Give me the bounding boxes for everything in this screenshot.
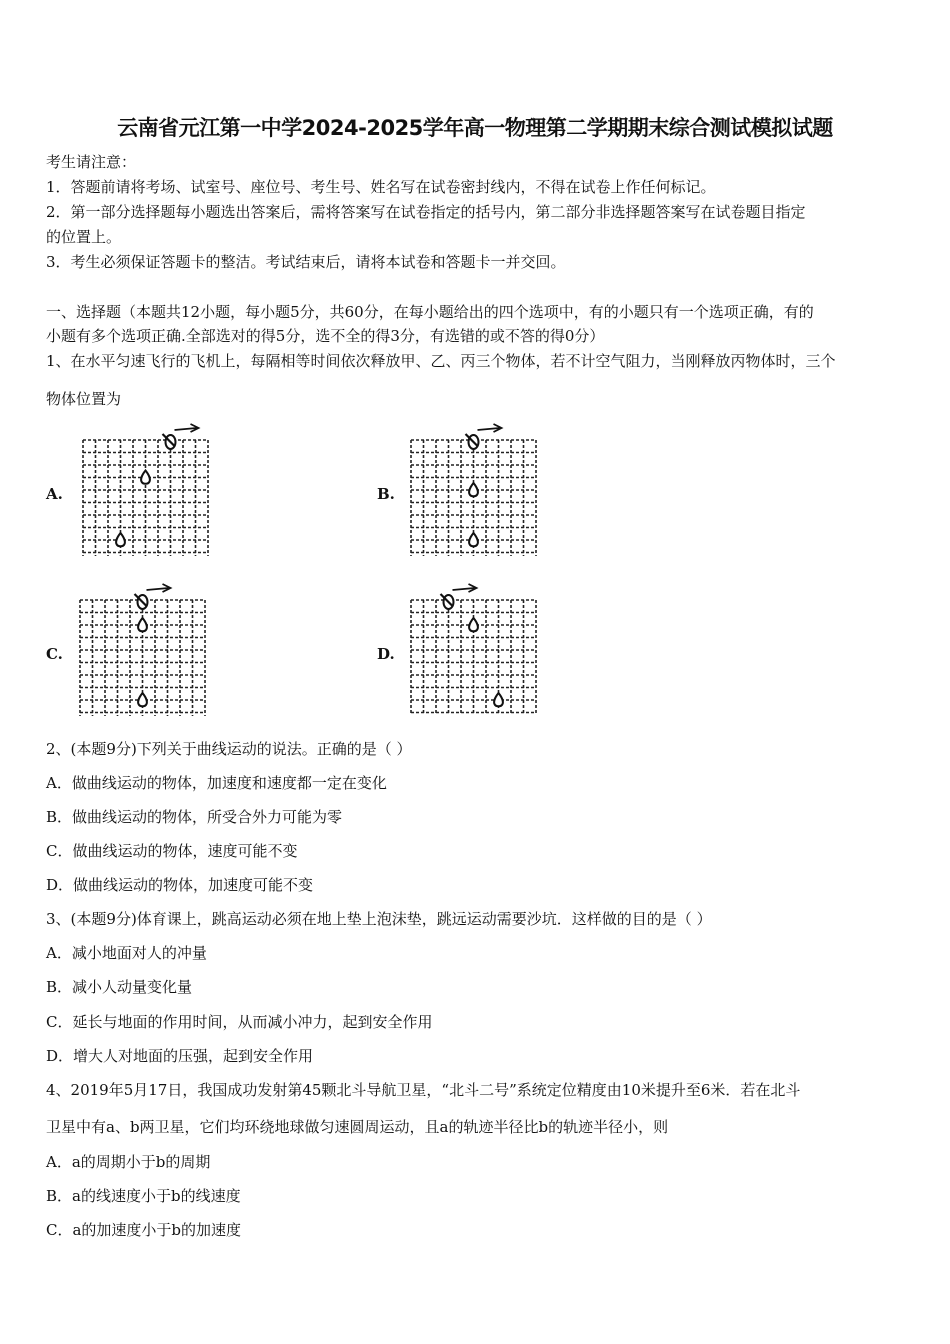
velocity-arrow-icon bbox=[147, 584, 171, 592]
notice-item: 2．第一部分选择题每小题选出答案后，需将答案写在试卷指定的括号内，第二部分非选择题答案写在试卷题目指定 bbox=[46, 203, 806, 221]
question-1-stem: 1、在水平匀速飞行的飞机上，每隔相等时间依次释放甲、乙、丙三个物体，若不计空气阻力，当刚释放丙物体时，三个 bbox=[46, 352, 836, 370]
question-3-option: A．减小地面对人的冲量 bbox=[46, 944, 207, 962]
question-2-stem: 2、(本题9分)下列关于曲线运动的说法。正确的是（ ） bbox=[46, 740, 412, 758]
question-2-option: A．做曲线运动的物体，加速度和速度都一定在变化 bbox=[46, 774, 387, 792]
q1-figure-b bbox=[408, 422, 545, 556]
question-3-option: B．减小人动量变化量 bbox=[46, 978, 193, 996]
airplane-icon bbox=[163, 434, 176, 449]
q1-figure-d bbox=[408, 580, 545, 714]
airplane-icon bbox=[135, 594, 148, 609]
dashed-grid bbox=[83, 440, 208, 556]
question-3-stem: 3、(本题9分)体育课上，跳高运动必须在地上垫上泡沫垫，跳远运动需要沙坑．这样做的目的是（ ） bbox=[46, 910, 712, 928]
question-1-stem-cont: 物体位置为 bbox=[46, 390, 122, 408]
q1-figure-c bbox=[77, 582, 214, 716]
falling-object-icon bbox=[116, 533, 125, 546]
q1-option-b-label: B. bbox=[377, 485, 395, 503]
question-3-option: C．延长与地面的作用时间，从而减小冲力，起到安全作用 bbox=[46, 1013, 433, 1031]
falling-object-icon bbox=[138, 693, 147, 706]
q1-option-c-label: C. bbox=[46, 645, 63, 663]
velocity-arrow-icon bbox=[453, 584, 477, 592]
q1-option-a-label: A. bbox=[46, 485, 63, 503]
velocity-arrow-icon bbox=[175, 424, 199, 432]
page-title: 云南省元江第一中学2024-2025学年高一物理第二学期期末综合测试模拟试题 bbox=[117, 116, 833, 140]
question-2-option: D．做曲线运动的物体，加速度可能不变 bbox=[46, 876, 314, 894]
falling-object-icon bbox=[141, 471, 150, 484]
q1-option-d-label: D. bbox=[377, 645, 395, 663]
question-4-stem: 4、2019年5月17日，我国成功发射第45颗北斗导航卫星，“北斗二号”系统定位精度由10米提升至6米．若在北斗 bbox=[46, 1081, 801, 1099]
falling-object-icon bbox=[469, 483, 478, 496]
falling-object-icon bbox=[469, 618, 478, 631]
notice-item: 3．考生必须保证答题卡的整洁。考试结束后，请将本试卷和答题卡一并交回。 bbox=[46, 253, 566, 271]
falling-object-icon bbox=[469, 533, 478, 546]
airplane-icon bbox=[466, 434, 479, 449]
notice-heading: 考生请注意： bbox=[46, 153, 137, 171]
notice-item: 的位置上。 bbox=[46, 228, 122, 246]
question-2-option: B．做曲线运动的物体，所受合外力可能为零 bbox=[46, 808, 343, 826]
section-heading: 一、选择题（本题共12小题，每小题5分，共60分，在每小题给出的四个选项中，有的小题只有一个选项正确，有的 bbox=[46, 303, 814, 321]
question-2-option: C．做曲线运动的物体，速度可能不变 bbox=[46, 842, 298, 860]
airplane-icon bbox=[441, 594, 454, 609]
question-4-option: A．a的周期小于b的周期 bbox=[46, 1153, 211, 1171]
section-heading-cont: 小题有多个选项正确.全部选对的得5分，选不全的得3分，有选错的或不答的得0分） bbox=[46, 327, 605, 345]
falling-object-icon bbox=[138, 618, 147, 631]
question-4-stem-cont: 卫星中有a、b两卫星，它们均环绕地球做匀速圆周运动，且a的轨迹半径比b的轨迹半径小，则 bbox=[46, 1118, 669, 1136]
notice-item: 1．答题前请将考场、试室号、座位号、考生号、姓名写在试卷密封线内，不得在试卷上作任何标记。 bbox=[46, 178, 716, 196]
velocity-arrow-icon bbox=[478, 424, 502, 432]
question-4-option: B．a的线速度小于b的线速度 bbox=[46, 1187, 241, 1205]
falling-object-icon bbox=[494, 693, 503, 706]
q1-figure-a bbox=[80, 422, 215, 556]
question-3-option: D．增大人对地面的压强，起到安全作用 bbox=[46, 1047, 314, 1065]
question-4-option: C．a的加速度小于b的加速度 bbox=[46, 1221, 242, 1239]
